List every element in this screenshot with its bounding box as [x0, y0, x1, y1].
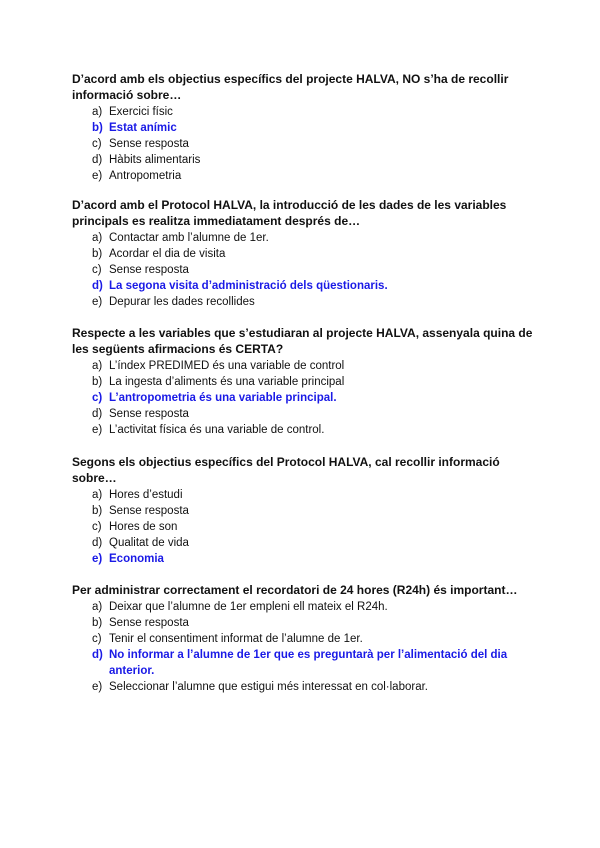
option-marker: e) [92, 170, 103, 182]
option-marker: e) [92, 553, 103, 565]
option-marker: a) [92, 106, 103, 118]
option-marker: b) [92, 505, 103, 517]
option-text: Acordar el dia de visita [109, 248, 226, 260]
option-marker: c) [92, 392, 103, 404]
answer-list [72, 358, 542, 438]
option-text: Contactar amb l’alumne de 1er. [109, 232, 269, 244]
answer-option-b [72, 246, 542, 262]
option-text: No informar a l’alumne de 1er que es preguntarà per l’alimentació del dia anterior. [109, 649, 508, 677]
option-text: Antropometria [109, 170, 182, 182]
option-marker: e) [92, 296, 103, 308]
option-marker: a) [92, 232, 103, 244]
answer-option-b [72, 615, 542, 631]
answer-list [72, 599, 542, 695]
answer-option-d [72, 152, 542, 168]
answer-option-b [72, 503, 542, 519]
question-text: Respecte a les variables que s’estudiaran al projecte HALVA, assenyala quina de les següents afirmacions és CERTA? [72, 326, 533, 356]
option-text: Economia [109, 553, 164, 565]
answer-option-d [72, 647, 542, 679]
option-marker: c) [92, 521, 102, 533]
option-marker: c) [92, 264, 102, 276]
answer-option-a [72, 358, 542, 374]
option-text: Sense resposta [109, 264, 189, 276]
answer-option-e [72, 422, 542, 438]
answer-list [72, 230, 542, 310]
option-marker: c) [92, 633, 102, 645]
answer-option-d [72, 406, 542, 422]
question-2 [72, 197, 542, 310]
option-text: L’índex PREDIMED és una variable de control [109, 360, 345, 372]
option-text: Qualitat de vida [109, 537, 189, 549]
option-text: Depurar les dades recollides [109, 296, 255, 308]
option-marker: d) [92, 280, 103, 292]
answer-option-e [72, 294, 542, 310]
option-text: Sense resposta [109, 505, 189, 517]
answer-option-a [72, 104, 542, 120]
option-text: Hores de son [109, 521, 178, 533]
answer-option-e [72, 679, 542, 695]
option-marker: b) [92, 248, 103, 260]
option-marker: e) [92, 424, 103, 436]
question-3 [72, 325, 542, 438]
option-marker: d) [92, 537, 103, 549]
option-text: Hàbits alimentaris [109, 154, 201, 166]
option-text: La ingesta d’aliments és una variable principal [109, 376, 345, 388]
answer-option-c [72, 390, 542, 406]
answer-option-b [72, 120, 542, 136]
answer-option-a [72, 599, 542, 615]
option-text: Exercici físic [109, 106, 173, 118]
answer-option-d [72, 535, 542, 551]
question-text: D’acord amb el Protocol HALVA, la introducció de les dades de les variables principals es realitza immediatament després de… [72, 198, 507, 228]
option-marker: a) [92, 489, 103, 501]
option-text: Sense resposta [109, 138, 189, 150]
question-5 [72, 582, 542, 695]
option-text: Tenir el consentiment informat de l’alumne de 1er. [109, 633, 363, 645]
question-text: Segons els objectius específics del Protocol HALVA, cal recollir informació sobre… [72, 455, 500, 485]
option-marker: e) [92, 681, 103, 693]
answer-list [72, 104, 542, 184]
answer-option-c [72, 136, 542, 152]
answer-list [72, 487, 542, 567]
question-4 [72, 454, 542, 567]
option-marker: b) [92, 122, 103, 134]
answer-option-b [72, 374, 542, 390]
option-text: L’activitat física és una variable de control. [109, 424, 325, 436]
question-text: Per administrar correctament el recordatori de 24 hores (R24h) és important… [72, 583, 518, 597]
option-marker: d) [92, 649, 103, 661]
answer-option-e [72, 168, 542, 184]
option-marker: d) [92, 154, 103, 166]
question-1 [72, 71, 542, 184]
option-marker: a) [92, 601, 103, 613]
answer-option-e [72, 551, 542, 567]
answer-option-c [72, 262, 542, 278]
option-text: Sense resposta [109, 408, 189, 420]
question-text: D’acord amb els objectius específics del projecte HALVA, NO s’ha de recollir informació sobre… [72, 72, 509, 102]
answer-option-c [72, 519, 542, 535]
answer-option-c [72, 631, 542, 647]
answer-option-a [72, 230, 542, 246]
option-marker: c) [92, 138, 102, 150]
option-marker: a) [92, 360, 103, 372]
option-text: Deixar que l’alumne de 1er empleni ell mateix el R24h. [109, 601, 388, 613]
answer-option-d [72, 278, 542, 294]
option-marker: d) [92, 408, 103, 420]
option-text: La segona visita d’administració dels qüestionaris. [109, 280, 388, 292]
option-text: Seleccionar l’alumne que estigui més interessat en col·laborar. [109, 681, 428, 693]
option-text: L’antropometria és una variable principal. [109, 392, 337, 404]
option-text: Sense resposta [109, 617, 189, 629]
option-marker: b) [92, 376, 103, 388]
option-text: Hores d’estudi [109, 489, 183, 501]
option-marker: b) [92, 617, 103, 629]
answer-option-a [72, 487, 542, 503]
option-text: Estat anímic [109, 122, 177, 134]
